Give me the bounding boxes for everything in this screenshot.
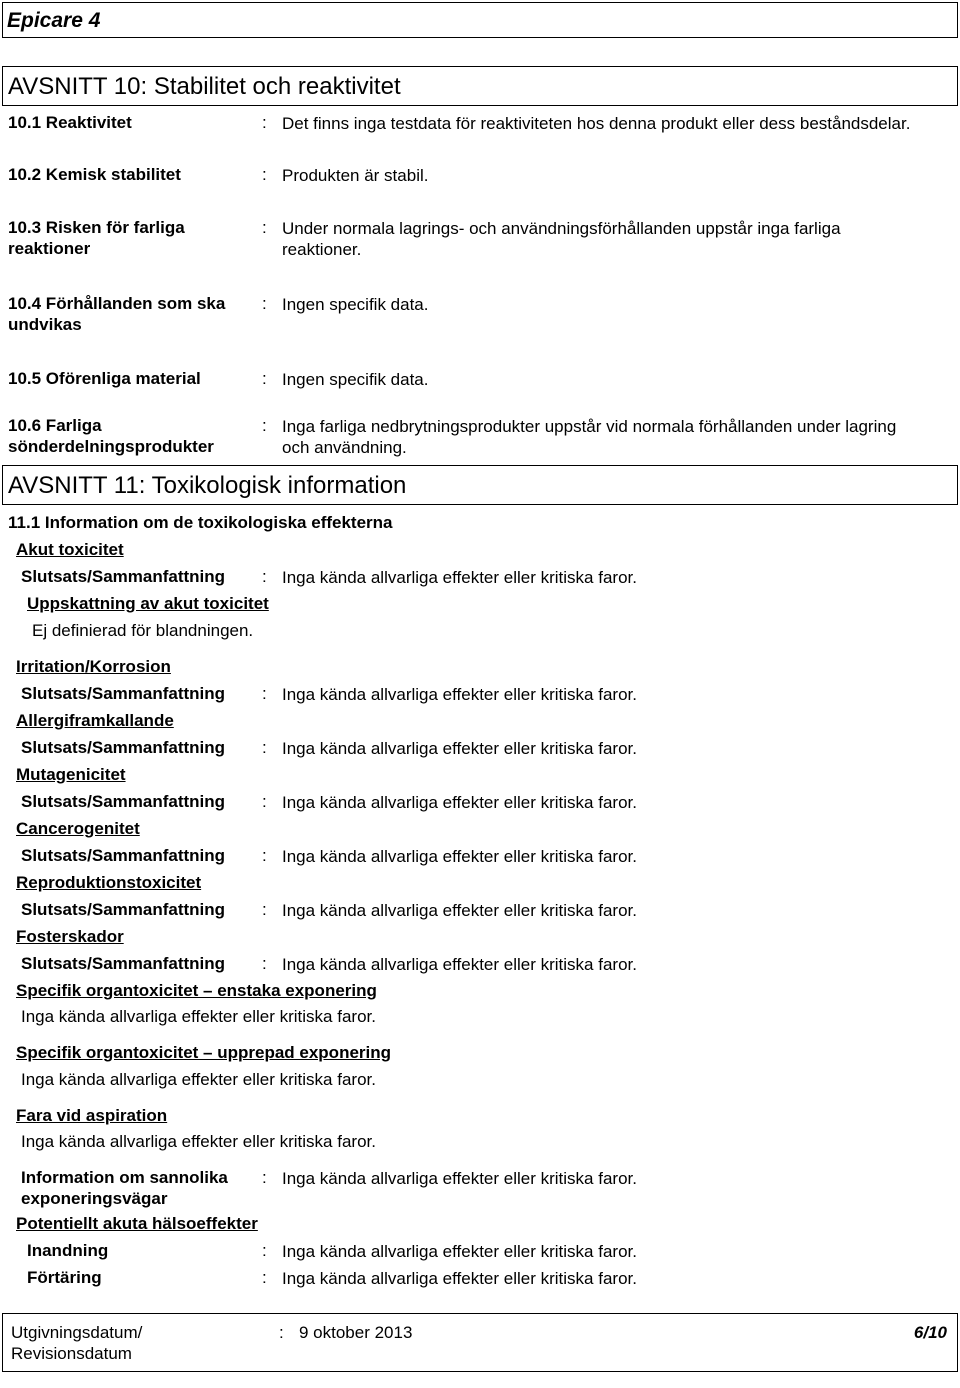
inhalation-value: Inga kända allvarliga effekter eller kritiska faror. [282, 1242, 637, 1261]
colon: : [262, 954, 267, 973]
colon: : [262, 416, 267, 435]
aspiration-text: Inga kända allvarliga effekter eller kritiska faror. [21, 1132, 376, 1151]
colon: : [262, 165, 267, 184]
section-11-title: AVSNITT 11: Toxikologisk information [8, 472, 407, 499]
row-value-line1: Under normala lagrings- och användningsförhållanden uppstår inga farliga [282, 219, 841, 238]
irritation-heading: Irritation/Korrosion [16, 657, 171, 676]
row-value-line2: och användning. [282, 438, 407, 457]
fetal-value: Inga kända allvarliga effekter eller kritiska faror. [282, 955, 637, 974]
irritation-value: Inga kända allvarliga effekter eller kritiska faror. [282, 685, 637, 704]
reproductive-heading: Reproduktionstoxicitet [16, 873, 202, 892]
carcinogenicity-value: Inga kända allvarliga effekter eller kritiska faror. [282, 847, 637, 866]
colon: : [262, 218, 267, 237]
routes-value: Inga kända allvarliga effekter eller kritiska faror. [282, 1169, 637, 1188]
colon: : [262, 294, 267, 313]
row-label: 10.2 Kemisk stabilitet [8, 165, 181, 184]
row-label-line1: 10.4 Förhållanden som ska [8, 294, 226, 313]
aspiration-heading: Fara vid aspiration [16, 1106, 168, 1125]
irritation-label: Slutsats/Sammanfattning [21, 684, 226, 703]
row-value: Produkten är stabil. [282, 166, 429, 185]
row-label: 10.5 Oförenliga material [8, 369, 201, 388]
acute-label: Slutsats/Sammanfattning [21, 567, 226, 586]
product-name: Epicare 4 [7, 9, 101, 32]
organ-single-heading: Specifik organtoxicitet – enstaka exponering [16, 981, 377, 1000]
inhalation-label: Inandning [27, 1241, 109, 1260]
allergy-value: Inga kända allvarliga effekter eller kritiska faror. [282, 739, 637, 758]
colon: : [262, 1168, 267, 1187]
footer-date: 9 oktober 2013 [299, 1323, 413, 1342]
acute-estimate-text: Ej definierad för blandningen. [32, 621, 254, 640]
row-value: Ingen specifik data. [282, 370, 429, 389]
colon: : [262, 900, 267, 919]
mutagenicity-value: Inga kända allvarliga effekter eller kritiska faror. [282, 793, 637, 812]
colon: : [262, 113, 267, 132]
allergy-heading: Allergiframkallande [16, 711, 174, 730]
row-label-line1: 10.6 Farliga [8, 416, 102, 435]
row-value-line2: reaktioner. [282, 240, 362, 259]
colon: : [262, 738, 267, 757]
mutagenicity-heading: Mutagenicitet [16, 765, 126, 784]
row-value: Ingen specifik data. [282, 295, 429, 314]
colon: : [262, 369, 267, 388]
colon: : [262, 684, 267, 703]
mutagenicity-label: Slutsats/Sammanfattning [21, 792, 226, 811]
footer-box [2, 1313, 958, 1372]
fetal-label: Slutsats/Sammanfattning [21, 954, 226, 973]
row-value: Det finns inga testdata för reaktiviteten hos denna produkt eller dess beståndsdelar. [282, 114, 911, 133]
row-label: 10.1 Reaktivitet [8, 113, 132, 132]
ingestion-value: Inga kända allvarliga effekter eller kritiska faror. [282, 1269, 637, 1288]
potential-heading: Potentiellt akuta hälsoeffekter [16, 1214, 258, 1233]
row-value-line1: Inga farliga nedbrytningsprodukter uppstår vid normala förhållanden under lagring [282, 417, 897, 436]
carcinogenicity-heading: Cancerogenitet [16, 819, 140, 838]
colon: : [262, 1241, 267, 1260]
routes-label-line2: exponeringsvägar [21, 1189, 168, 1208]
colon: : [262, 567, 267, 586]
organ-single-text: Inga kända allvarliga effekter eller kritiska faror. [21, 1007, 376, 1026]
section-11-subtitle: 11.1 Information om de toxikologiska effekterna [8, 513, 393, 532]
allergy-label: Slutsats/Sammanfattning [21, 738, 226, 757]
section-10-title: AVSNITT 10: Stabilitet och reaktivitet [8, 73, 401, 100]
section-11-title-box [2, 465, 958, 505]
carcinogenicity-label: Slutsats/Sammanfattning [21, 846, 226, 865]
footer-label-line1: Utgivningsdatum/ [11, 1323, 143, 1342]
colon: : [262, 792, 267, 811]
acute-value: Inga kända allvarliga effekter eller kritiska faror. [282, 568, 637, 587]
organ-repeated-heading: Specifik organtoxicitet – upprepad exponering [16, 1043, 392, 1062]
ingestion-label: Förtäring [27, 1268, 102, 1287]
acute-heading: Akut toxicitet [16, 540, 124, 559]
page-number: 6/10 [913, 1323, 947, 1342]
routes-label-line1: Information om sannolika [21, 1168, 228, 1187]
fetal-heading: Fosterskador [16, 927, 124, 946]
acute-estimate-heading: Uppskattning av akut toxicitet [27, 594, 269, 613]
colon: : [262, 1268, 267, 1287]
organ-repeated-text: Inga kända allvarliga effekter eller kritiska faror. [21, 1070, 376, 1089]
footer-label-line2: Revisionsdatum [11, 1344, 132, 1363]
row-label-line2: sönderdelningsprodukter [8, 437, 214, 456]
row-label-line2: undvikas [8, 315, 82, 334]
header-box [2, 2, 958, 38]
reproductive-label: Slutsats/Sammanfattning [21, 900, 226, 919]
row-label-line1: 10.3 Risken för farliga [8, 218, 185, 237]
colon: : [279, 1323, 284, 1342]
reproductive-value: Inga kända allvarliga effekter eller kritiska faror. [282, 901, 637, 920]
section-10-title-box [2, 66, 958, 106]
row-label-line2: reaktioner [8, 239, 91, 258]
colon: : [262, 846, 267, 865]
